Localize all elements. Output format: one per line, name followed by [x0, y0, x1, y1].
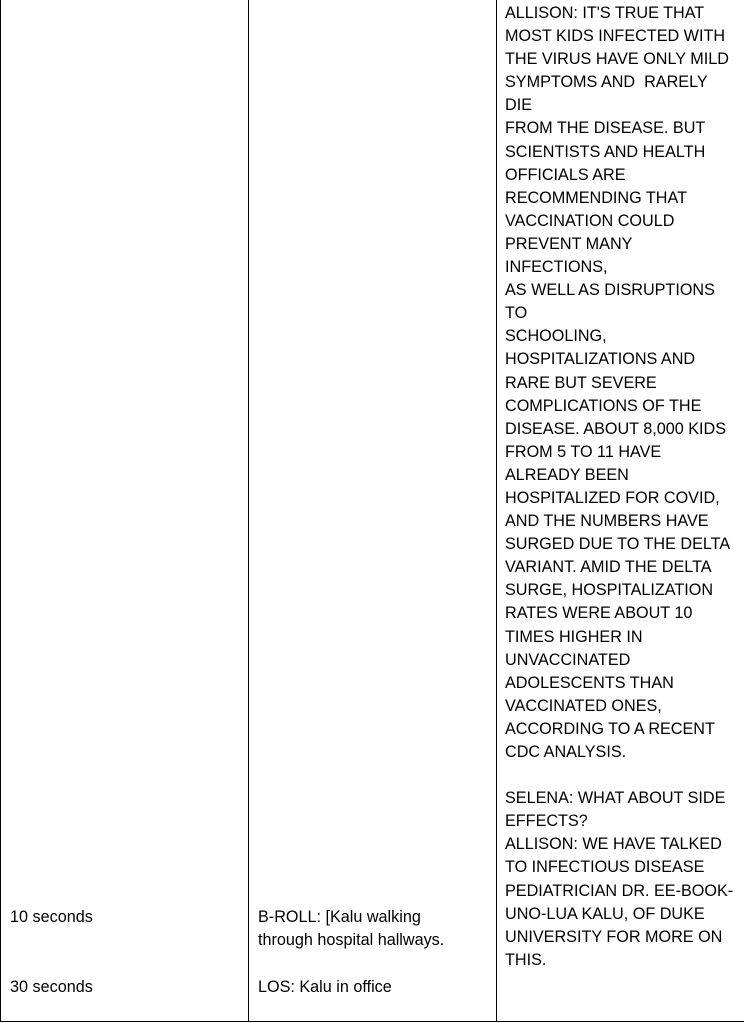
video-entry: LOS: Kalu in office [258, 978, 392, 996]
audio-column [497, 0, 744, 1022]
table-row [1, 0, 744, 1022]
time-column-content [1, 0, 248, 1021]
time-entry: 10 seconds [10, 908, 93, 926]
audio-column-content [497, 0, 744, 1021]
audio-script-text: ALLISON: IT'S TRUE THAT MOST KIDS INFECTED WITH THE VIRUS HAVE ONLY MILD SYMPTOMS AND RARELY DIE FROM THE DISEASE. BUT SCIENTISTS AND HEALTH OFFICIALS ARE RECOMMENDING THAT VACCINATION COULD PREVENT MANY INFECTIONS, AS WELL AS DISRUPTIONS TO SCHOOLING, HOSPITALIZATIONS AND RARE BUT SEVERE COMPLICATIONS OF THE DISEASE. ABOUT 8,000 KIDS FROM 5 TO 11 HAVE ALREADY BEEN HOSPITALIZED FOR COVID, AND THE NUMBERS HAVE SURGED DUE TO THE DELTA VARIANT. AMID THE DELTA SURGE, HOSPITALIZATION RATES WERE ABOUT 10 TIMES HIGHER IN UNVACCINATED ADOLESCENTS THAN VACCINATED ONES, ACCORDING TO A RECENT CDC ANALYSIS. SELENA: WHAT ABOUT SIDE EFFECTS? ALLISON: WE HAVE TALKED TO INFECTIOUS DISEASE PEDIATRICIAN DR. EE-BOOK- UNO-LUA KALU, OF DUKE UNIVERSITY FOR MORE ON THIS. [505, 4, 734, 969]
video-column-content [249, 0, 496, 1021]
video-entry: B-ROLL: [Kalu walking through hospital hallways. [258, 908, 445, 950]
time-column [1, 0, 249, 1022]
video-column [249, 0, 497, 1022]
time-entry: 30 seconds [10, 978, 93, 996]
